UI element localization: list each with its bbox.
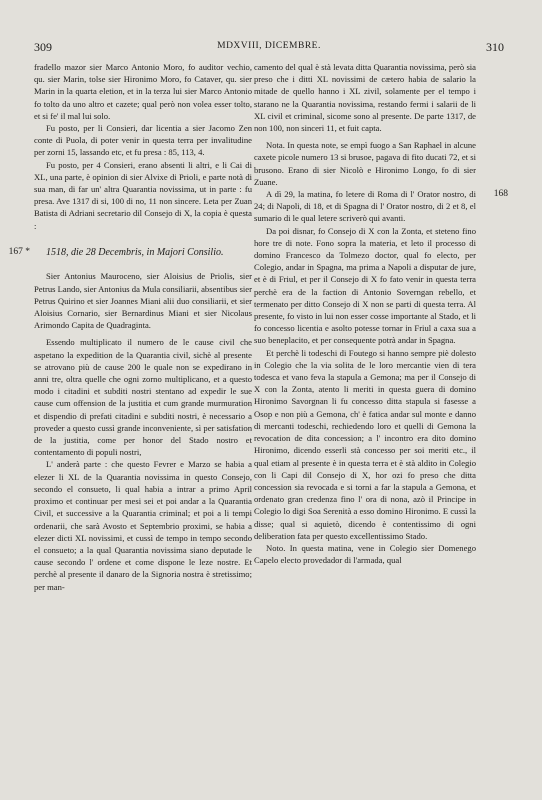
paragraph: fradello mazor sier Marco Antonio Moro, fo auditor vechio, qu. sier Marin, tolse sier Hironimo Moro, fo Cataver, qu. sier Marin in la quarta eletion, et in la terza lui sier Marco Antonio fo tolto da uno altro et cazete; qual però non volea esser tolto, et si fe' il mal lui solo. (34, 62, 252, 121)
decree-heading-text: 1518, die 28 Decembris, in Majori Consilio. (46, 246, 224, 258)
page-number-left: 309 (34, 40, 52, 54)
paragraph: Fu posto, per li Consieri, dar licentia a sier Jacomo Zen conte di Puola, di poter venir in questa terra per invalitudine per zorni 15, lassando etc, et fu presa : 85, 113, 4. (34, 123, 252, 158)
page-header (34, 40, 504, 56)
paragraph-with-margin (254, 188, 508, 225)
decree-heading (8, 246, 252, 260)
paragraph: Essendo multiplicato il numero de le cause civil che aspetano la expedition de la Quarantia civil, sichè al presente se atrovano più de cause 200 le quale non se expedirano in anni tre, oltra quelle che ogni zorno multiplicano, et a questo modo i citadini et subditi nostri stentano ad expedir le sue cause cum offension de la justitia et cum grande murmuration et dispendio di prefati citadini e subditi nostri, è necessario a proveder a questo cussì grande inconveniente, sì per satisfation de la justitia, come per honor del Stado nostro et contentamento di populi nostri, (34, 337, 252, 458)
page-number-right: 310 (486, 40, 504, 54)
right-column (254, 61, 508, 566)
paragraph: Et perchè li todeschi di Foutego si hanno sempre piè dolesto in Colegio che la via solita de le loro mercantie vien di tera todesca et vano feva la stapula a Gemona; ma per il Consejo di X con la Zonta, atento li meriti in questa guera di domino Hironimo Savorgnan li fu concesso ditta stapula si fasesse a Osop e non più a Gemona, ch' è fatica andar sul monte e danno di mercanti todeschi, rechiedendo loro et quelli di Gemona la revocation de dita concession; a l' incontro era dito domino Hironimo, dicendo esserli stà concesso per soi meriti etc., il qual etiam al presente è in questa terra et è stà aldito in Colegio con li Capi dil Consejo di X, hor ozi fo preso che ditta concession sia revocada e si torni a far la stapula a Gemona, et ordenato gran credenza fino l' ora di nona, azò il Principe in Colegio lo digi Soa Serenità a esso domino Hironimo. E cussì la disse; qual si aquietò, dicendo è contentissimo di ogni deliberation fata per questo excellentissimo Stado. (254, 347, 476, 541)
paragraph: A dì 29, la matina, fo letere di Roma di l' Orator nostro, di 24; di Napoli, di 18, et di Spagna di l' Orator nostro, di 2 et 8, el sumario di le qual letere scriverò qui avanti. (254, 189, 476, 224)
left-column (8, 61, 252, 593)
paragraph: camento del qual è stà levata ditta Quarantia novissima, però sia preso che i ditti XL novissimi de cætero habia de salario la mitade de quello hanno i XL zivil, solamente per el tempo i starano ne la Quarantia novissima, restando fermi i salarii de li XL civil et criminal, sicome sono al presente. De parte 1317, de non 100, non sinceri 11, et fuit capta. (254, 62, 476, 134)
paragraph: Da poi disnar, fo Consejo di X con la Zonta, et steteno fino hore tre di note. Fono sopra la materia, et leto il processo di domino Francesco da Tolmezo doctor, qual fo electo, per Colegio, andar in Spagna, ma prima a Napoli a disputar de jure, et è di Friul, et per il Consejo di X fo fato venir in questa terra perchè era de la faction di Antonio Soverngan rebello, et termenato per ditto Consejo di X non se parti di questa terra. Al presente, fo visto in lui non esser cosse importante al Stado, et li fo concesso licentia e asolto potesse tornar in Friul a caxa sua a suo beneplacito, et per consequente potrà andar in Spagna. (254, 225, 476, 346)
paragraph: Noto. In questa matina, vene in Colegio sier Domenego Capelo electo provedador di l'armada, qual (254, 542, 476, 566)
paragraph: Nota. In questa note, se empì fuogo a San Raphael in alcune caxete picole numero 13 si brusoe, pagava di fito ducati 72, et si brusono. Erano di sier Nicolò e Hironimo Longo, fo di sier Zuane. (254, 140, 476, 187)
paragraph: Sier Antonius Mauroceno, sier Aloisius de Priolis, sier Petrus Lando, sier Antonius da Mula consiliarii, absentibus sier Petrus Quirino et sier Joannes Miani alii duo consiliarii, et sier Aloisius Cornario, sier Bernardinus Miani et sier Nicolaus Arimondo Capita de Quadraginta. (34, 271, 252, 331)
paragraph: L' anderà parte : che questo Fevrer e Marzo se habia a elezer li XL de la Quarantia novissima in questo Consejo, secondo el consueto, li qual habia a intrar a primo April proximo et continuar per mesi sei et poi andar a la Quarantia Civil, et successive a la Quarantia criminal; et poi a li tempi ordenarii, che sarà Avosto et Septembrio proximi, se habia a elezer dicti XL novissimi, et cussì de tempo in tempo secondo el consueto; a la qual Quarantia novissima siano deputade le cause secondo l' ordene et come dispone le leze nostre. Et perchè al presente il danaro de la Signoria nostra è stretissimo; per man- (34, 459, 252, 592)
margin-note-left: 167 * (8, 246, 30, 257)
running-title: MDXVIII, DICEMBRE. (217, 41, 321, 51)
paragraph: Fu posto, per 4 Consieri, erano absenti li altri, e li Cai di XL, una parte, è opinion di sier Alvixe di Prioli, e parte notà di sua man, di far un' altra Quarantia novissima, ut in parte : fu presa. Ave 1317 di si, 100 di no, 11 non sincere. Leta per Zuan Batista di Adriani secretario dil Consejo di X, la copia è questa : (34, 159, 252, 231)
margin-note-right: 168 (493, 189, 508, 200)
